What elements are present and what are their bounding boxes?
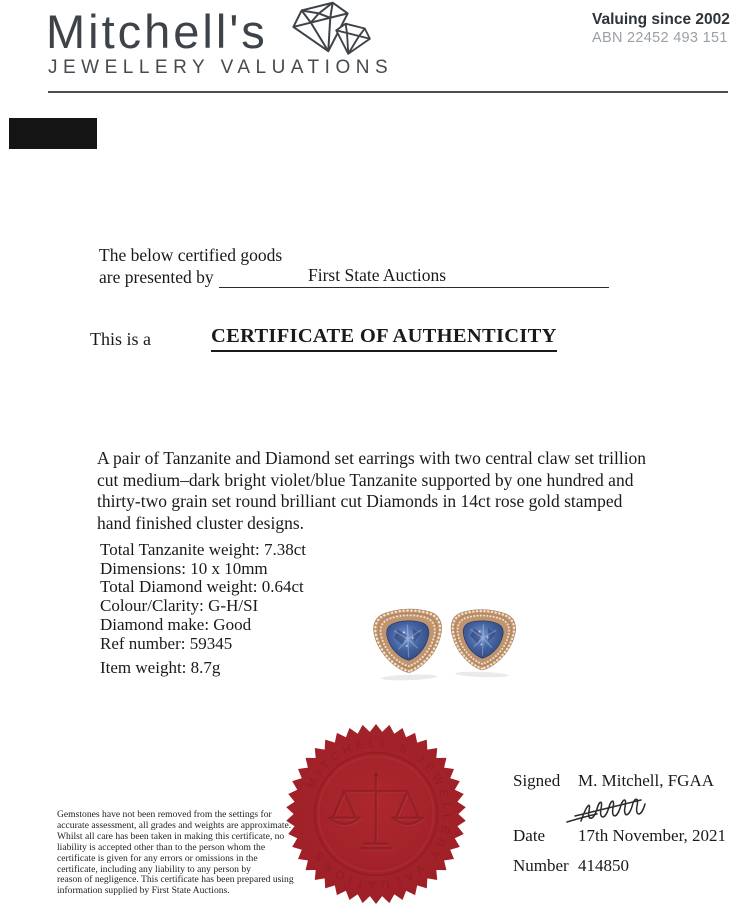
detail-tanzanite-weight: Total Tanzanite weight: 7.38ct	[100, 540, 306, 559]
signed-label: Signed	[513, 771, 561, 790]
double-diamond-icon	[292, 0, 380, 60]
item-details-list	[100, 541, 306, 653]
number-value: 414850	[578, 856, 629, 875]
date-label: Date	[513, 826, 546, 845]
presented-line-1: The below certified goods	[99, 245, 283, 265]
item-weight: Item weight: 8.7g	[100, 658, 221, 677]
item-description	[97, 448, 646, 534]
brand-name: Mitchell's	[46, 5, 268, 58]
redacted-block	[9, 118, 97, 149]
disclaimer-line: information supplied by First State Auctions.	[57, 885, 230, 897]
auction-house-name: First State Auctions	[308, 265, 447, 285]
description-line: thirty-two grain set round brilliant cut Diamonds in 14ct rose gold stamped	[97, 491, 623, 511]
seal-embossed-text: MITCHELL'S JEWELLERY VALUATIONS	[305, 737, 453, 891]
disclaimer-line: accurate assessment, all grades and weights are approximate.	[57, 819, 292, 831]
certificate-title: CERTIFICATE OF AUTHENTICITY	[211, 325, 557, 352]
tagline: Valuing since 2002	[592, 11, 730, 28]
date-value: 17th November, 2021	[578, 826, 727, 845]
description-line: hand finished cluster designs.	[97, 512, 305, 533]
earring-photo-right	[444, 593, 521, 686]
disclaimer-line: certificate is given for any errors or omissions in the	[57, 852, 258, 864]
earring-photo-left	[368, 596, 449, 685]
disclaimer-line: reason of negligence. This certificate has been prepared using	[57, 874, 294, 886]
detail-colour-clarity: Colour/Clarity: G-H/SI	[100, 596, 259, 616]
disclaimer-line: Whilst all care has been taken in making this certificate, no	[57, 830, 285, 842]
disclaimer-line: liability is accepted other than to the person whom the	[57, 841, 266, 853]
signature-scribble	[563, 792, 663, 828]
detail-dimensions: Dimensions: 10 x 10mm	[100, 558, 268, 578]
description-line: A pair of Tanzanite and Diamond set earrings with two central claw set trillion	[97, 448, 647, 468]
signed-value: M. Mitchell, FGAA	[578, 771, 714, 790]
header-rule	[48, 91, 728, 93]
description-line: cut medium–dark bright violet/blue Tanzanite supported by one hundred and	[97, 469, 634, 490]
disclaimer-line: Gemstones have not been removed from the settings for	[57, 809, 272, 820]
disclaimer-text	[57, 810, 294, 897]
number-label: Number	[513, 856, 569, 875]
title-prefix: This is a	[90, 329, 151, 349]
detail-diamond-make: Diamond make: Good	[100, 614, 252, 634]
detail-diamond-weight: Total Diamond weight: 0.64ct	[100, 577, 304, 597]
presented-by-underline	[219, 287, 609, 288]
brand-subtitle: JEWELLERY VALUATIONS	[48, 57, 394, 78]
presented-line-2: are presented by	[99, 267, 214, 287]
disclaimer-line: certificate, including any liability to any person by	[57, 863, 251, 875]
detail-ref-number: Ref number: 59345	[100, 633, 233, 653]
red-wax-seal	[285, 723, 467, 905]
abn-number: ABN 22452 493 151	[592, 30, 728, 46]
